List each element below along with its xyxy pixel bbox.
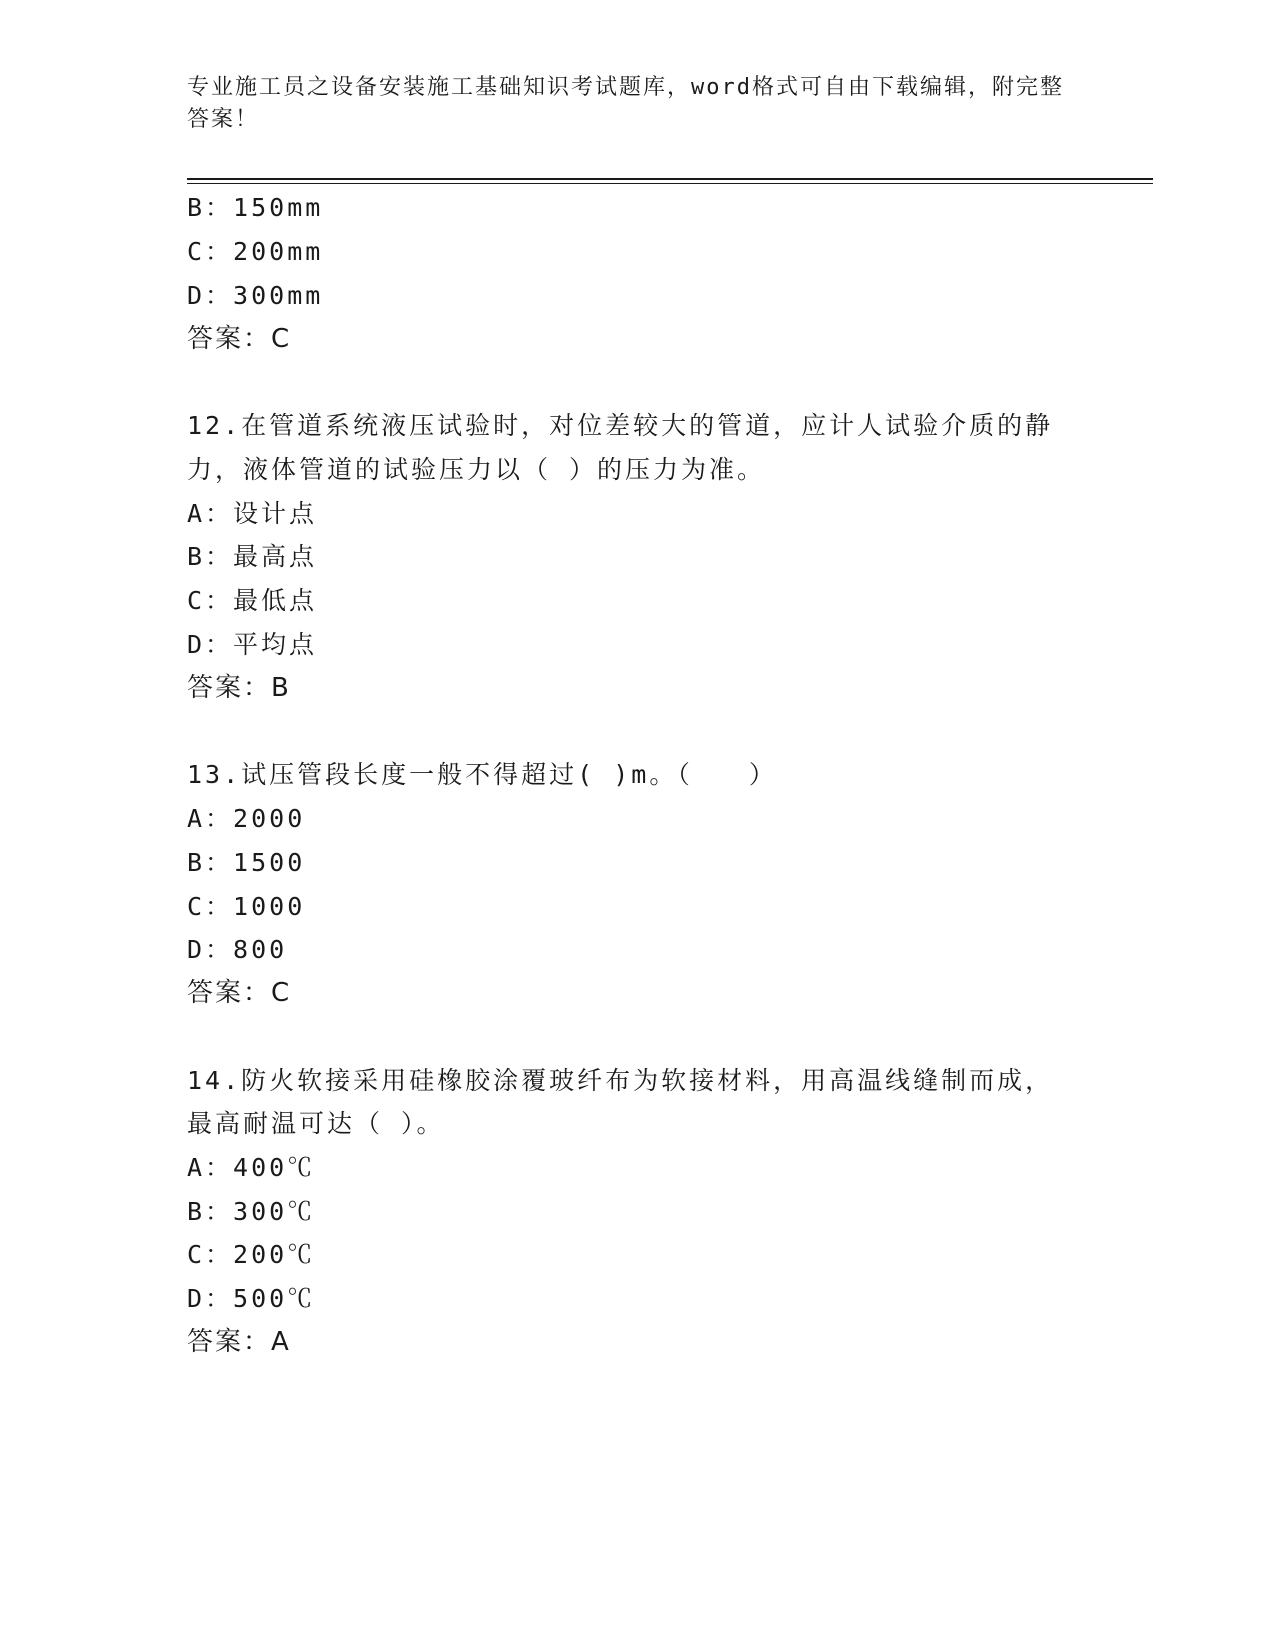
q11-answer: 答案：C [187,324,292,354]
q14-stem-line-2: 最高耐温可达（ ）。 [187,1109,445,1138]
q13-option-a: A：2000 [187,804,306,833]
q11-option-d: D：300mm [187,281,324,310]
q13-option-c: C：1000 [187,892,306,921]
header-divider-thin [187,183,1153,184]
header-divider-thick [187,178,1153,180]
q12-option-b: B：最高点 [187,542,318,571]
document-header: 专业施工员之设备安装施工基础知识考试题库，word格式可自由下载编辑，附完整答案！ [187,75,1064,132]
q12-stem-line-2: 力，液体管道的试验压力以（ ）的压力为准。 [187,455,766,484]
q11-option-c: C：200mm [187,237,324,266]
q12-answer: 答案：B [187,673,291,703]
q13-option-d: D：800 [187,935,288,964]
q11-option-b: B：150mm [187,193,324,222]
q14-option-a: A：400℃ [187,1153,316,1182]
q14-option-c: C：200℃ [187,1240,316,1269]
q12-option-d: D：平均点 [187,630,318,659]
q14-option-b: B：300℃ [187,1197,316,1226]
q13-answer: 答案：C [187,978,292,1008]
q12-option-c: C：最低点 [187,586,318,615]
q12-stem-line-1: 12.在管道系统液压试验时，对位差较大的管道，应计人试验介质的静 [187,411,1054,440]
q14-option-d: D：500℃ [187,1284,316,1313]
q14-answer: 答案：A [187,1327,291,1357]
q13-option-b: B：1500 [187,848,306,877]
q12-option-a: A：设计点 [187,499,318,528]
q13-stem-line-1: 13.试压管段长度一般不得超过( )m。（ ） [187,760,777,789]
q14-stem-line-1: 14.防火软接采用硅橡胶涂覆玻纤布为软接材料，用高温线缝制而成， [187,1066,1054,1095]
